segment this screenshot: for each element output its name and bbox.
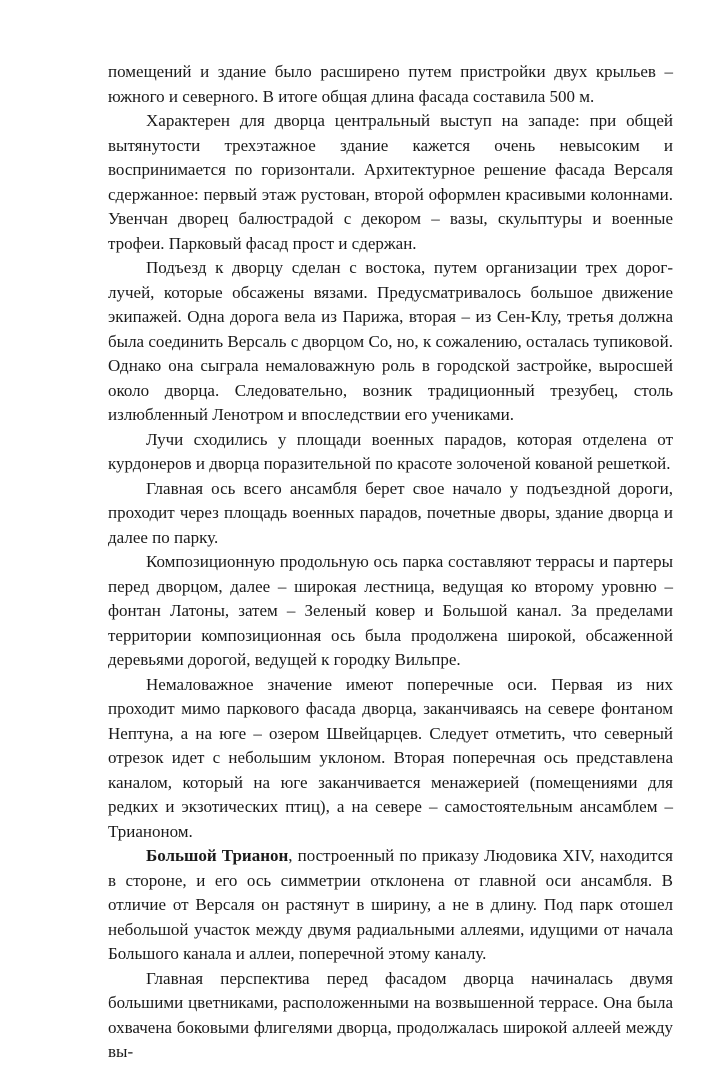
paragraph: Лучи сходились у площади военных парадов, которая отделена от курдонеров и дворца поразительной по красоте золоченой кованой решеткой.: [108, 429, 673, 473]
body-text: [108, 60, 673, 1065]
paragraph: Немаловажное значение имеют поперечные оси. Первая из них проходит мимо паркового фасада дворца, заканчиваясь на севере фонтаном Нептуна, а на юге – озером Швейцарцев. Следует отметить, что северный отрезок идет с небольшим уклоном. Вторая поперечная ось представлена каналом, который на юге заканчивается менажерией (помещениями для редких и экзотических птиц), а на севере – самостоятельным ансамблем – Трианоном.: [108, 674, 673, 841]
paragraph: Главная перспектива перед фасадом дворца начиналась двумя большими цветниками, расположенными на возвышенной террасе. Она была охвачена боковыми флигелями дворца, продолжалась широкой аллеей между вы-: [108, 968, 673, 1061]
paragraph: Подъезд к дворцу сделан с востока, путем организации трех дорог-лучей, которые обсажены вязами. Предусматривалось большое движение экипажей. Одна дорога вела из Парижа, вторая – из Сен-Клу, третья должна была соединить Версаль с дворцом Со, но, к сожалению, осталась тупиковой. Однако она сыграла немаловажную роль в городской застройке, выросшей около дворца. Следовательно, возник традиционный трезубец, столь излюбленный Ленотром и впоследствии его учениками.: [108, 258, 673, 424]
paragraph: Большой Трианон, построенный по приказу Людовика XIV, находится в стороне, и его ось симметрии отклонена от главной оси ансамбля. В отличие от Версаля он растянут в ширину, а не в длину. Под парк отошел небольшой участок между двумя радиальными аллеями, идущими от начала Большого канала и аллеи, поперечной этому каналу.: [108, 846, 673, 963]
paragraph: Характерен для дворца центральный выступ на западе: при общей вытянутости трехэтажное здание кажется очень невысоким и воспринимается по горизонтали. Архитектурное решение фасада Версаля сдержанное: первый этаж рустован, второй оформлен красивыми колоннами. Увенчан дворец балюстрадой с декором – вазы, скульптуры и военные трофеи. Парковый фасад прост и сдержан.: [108, 111, 673, 253]
paragraph: Композиционную продольную ось парка составляют террасы и партеры перед дворцом, далее – широкая лестница, ведущая ко второму уровню – фонтан Латоны, затем – Зеленый ковер и Большой канал. За пределами территории композиционная ось была продолжена широкой, обсаженной деревьями дорогой, ведущей к городку Вильпре.: [108, 552, 673, 669]
bold-term: Большой Трианон: [146, 846, 289, 865]
paragraph: помещений и здание было расширено путем пристройки двух крыльев – южного и северного. В итоге общая длина фасада составила 500 м.: [108, 62, 673, 106]
paragraph: Главная ось всего ансамбля берет свое начало у подъездной дороги, проходит через площадь военных парадов, почетные дворы, здание дворца и далее по парку.: [108, 478, 673, 547]
